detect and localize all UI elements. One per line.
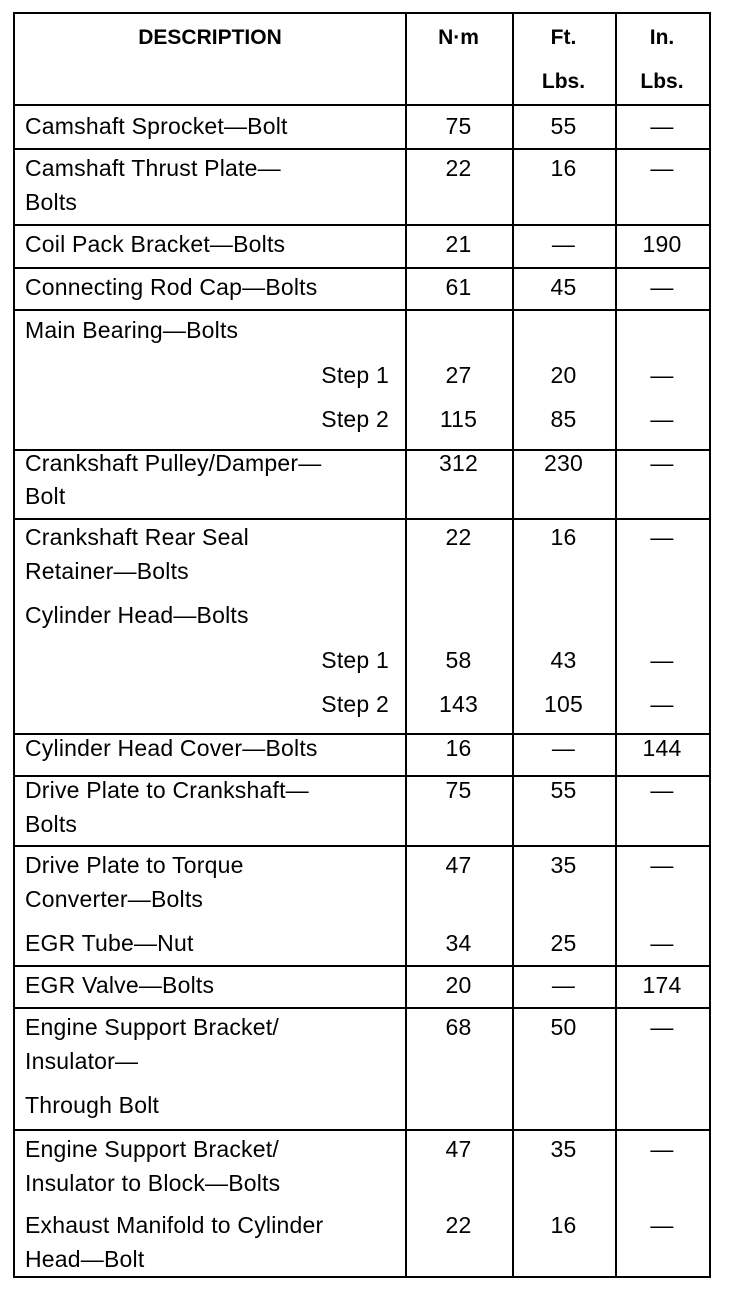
row-ft-lbs: —: [551, 972, 576, 998]
row-in-lbs: —: [650, 777, 674, 803]
row-description: Exhaust Manifold to Cylinder: [25, 1212, 324, 1238]
row-nm: 115: [439, 406, 478, 432]
row-in-lbs: —: [650, 1212, 674, 1238]
row-description-cont: Retainer—Bolts: [25, 558, 189, 584]
row-ft-lbs: 16: [550, 524, 577, 550]
header-in-lbs: Lbs.: [640, 70, 684, 93]
header-nm: N·m: [438, 26, 479, 49]
row-nm: 16: [445, 735, 472, 761]
row-nm: 21: [445, 231, 472, 257]
row-in-lbs: —: [650, 647, 674, 673]
row-divider: [15, 965, 709, 967]
row-in-lbs: —: [650, 1136, 674, 1162]
torque-spec-table: [13, 12, 711, 1278]
row-description: EGR Valve—Bolts: [25, 972, 215, 998]
row-description-cont: Insulator—: [25, 1048, 139, 1074]
row-in-lbs: —: [650, 524, 674, 550]
step-label: Step 1: [321, 647, 389, 673]
header-ft: Ft.: [550, 26, 577, 49]
row-ft-lbs: 16: [550, 155, 577, 181]
row-ft-lbs: 16: [550, 1212, 577, 1238]
row-in-lbs: —: [650, 930, 674, 956]
row-nm: 75: [445, 777, 472, 803]
row-nm: 143: [439, 691, 478, 717]
row-divider: [15, 148, 709, 150]
row-nm: 75: [445, 113, 472, 139]
row-in-lbs: —: [650, 113, 674, 139]
row-divider: [15, 845, 709, 847]
row-in-lbs: —: [650, 274, 674, 300]
row-description: Coil Pack Bracket—Bolts: [25, 231, 286, 257]
row-in-lbs: 144: [642, 735, 682, 761]
step-label: Step 1: [321, 362, 389, 388]
row-divider: [15, 224, 709, 226]
row-description: Cylinder Head Cover—Bolts: [25, 735, 318, 761]
row-ft-lbs: 43: [550, 647, 577, 673]
row-description: Crankshaft Rear Seal: [25, 524, 249, 550]
row-nm: 68: [445, 1014, 472, 1040]
row-description: Crankshaft Pulley/Damper—: [25, 450, 322, 476]
row-ft-lbs: 45: [550, 274, 577, 300]
row-description: Main Bearing—Bolts: [25, 317, 239, 343]
header-ft-lbs: Lbs.: [541, 70, 586, 93]
row-ft-lbs: 55: [550, 777, 577, 803]
row-description: Camshaft Thrust Plate—: [25, 155, 281, 181]
row-in-lbs: —: [650, 852, 674, 878]
row-description-cont: Bolt: [25, 483, 66, 509]
row-divider: [15, 1129, 709, 1131]
header-in: In.: [649, 26, 675, 49]
row-nm: 22: [445, 524, 472, 550]
row-description-cont: Through Bolt: [25, 1092, 160, 1118]
row-in-lbs: 174: [642, 972, 682, 998]
step-label: Step 2: [321, 406, 389, 432]
row-description: Camshaft Sprocket—Bolt: [25, 113, 288, 139]
row-nm: 47: [445, 852, 472, 878]
row-in-lbs: —: [650, 155, 674, 181]
row-divider: [15, 309, 709, 311]
step-label: Step 2: [321, 691, 389, 717]
row-nm: 27: [445, 362, 472, 388]
row-description-cont: Converter—Bolts: [25, 886, 204, 912]
row-description: Engine Support Bracket/: [25, 1014, 279, 1040]
row-in-lbs: 190: [642, 231, 682, 257]
row-description-cont: Bolts: [25, 811, 78, 837]
row-ft-lbs: 105: [544, 691, 583, 717]
row-description: EGR Tube—Nut: [25, 930, 194, 956]
row-nm: 22: [445, 155, 472, 181]
row-description-cont: Bolts: [25, 189, 78, 215]
row-ft-lbs: —: [551, 735, 576, 761]
row-nm: 20: [445, 972, 472, 998]
row-ft-lbs: 230: [544, 450, 583, 476]
row-nm: 58: [445, 647, 472, 673]
row-nm: 22: [445, 1212, 472, 1238]
row-description: Engine Support Bracket/: [25, 1136, 279, 1162]
row-in-lbs: —: [650, 1014, 674, 1040]
row-ft-lbs: 35: [550, 852, 577, 878]
row-ft-lbs: 55: [550, 113, 577, 139]
row-ft-lbs: 25: [550, 930, 577, 956]
row-ft-lbs: —: [551, 231, 576, 257]
row-description: Connecting Rod Cap—Bolts: [25, 274, 318, 300]
row-ft-lbs: 35: [550, 1136, 577, 1162]
row-nm: 34: [445, 930, 472, 956]
row-in-lbs: —: [650, 450, 674, 476]
row-description: Cylinder Head—Bolts: [25, 602, 249, 628]
row-in-lbs: —: [650, 406, 674, 432]
row-divider: [15, 1007, 709, 1009]
row-nm: 47: [445, 1136, 472, 1162]
row-ft-lbs: 50: [550, 1014, 577, 1040]
row-nm: 61: [445, 274, 472, 300]
row-divider: [15, 104, 709, 106]
header-description: DESCRIPTION: [138, 26, 282, 49]
row-in-lbs: —: [650, 362, 674, 388]
row-description-cont: Head—Bolt: [25, 1246, 145, 1272]
row-in-lbs: —: [650, 691, 674, 717]
row-description: Drive Plate to Crankshaft—: [25, 777, 309, 803]
row-divider: [15, 267, 709, 269]
row-ft-lbs: 85: [550, 406, 577, 432]
row-description: Drive Plate to Torque: [25, 852, 244, 878]
row-description-cont: Insulator to Block—Bolts: [25, 1170, 281, 1196]
row-ft-lbs: 20: [550, 362, 577, 388]
row-nm: 312: [439, 450, 478, 476]
